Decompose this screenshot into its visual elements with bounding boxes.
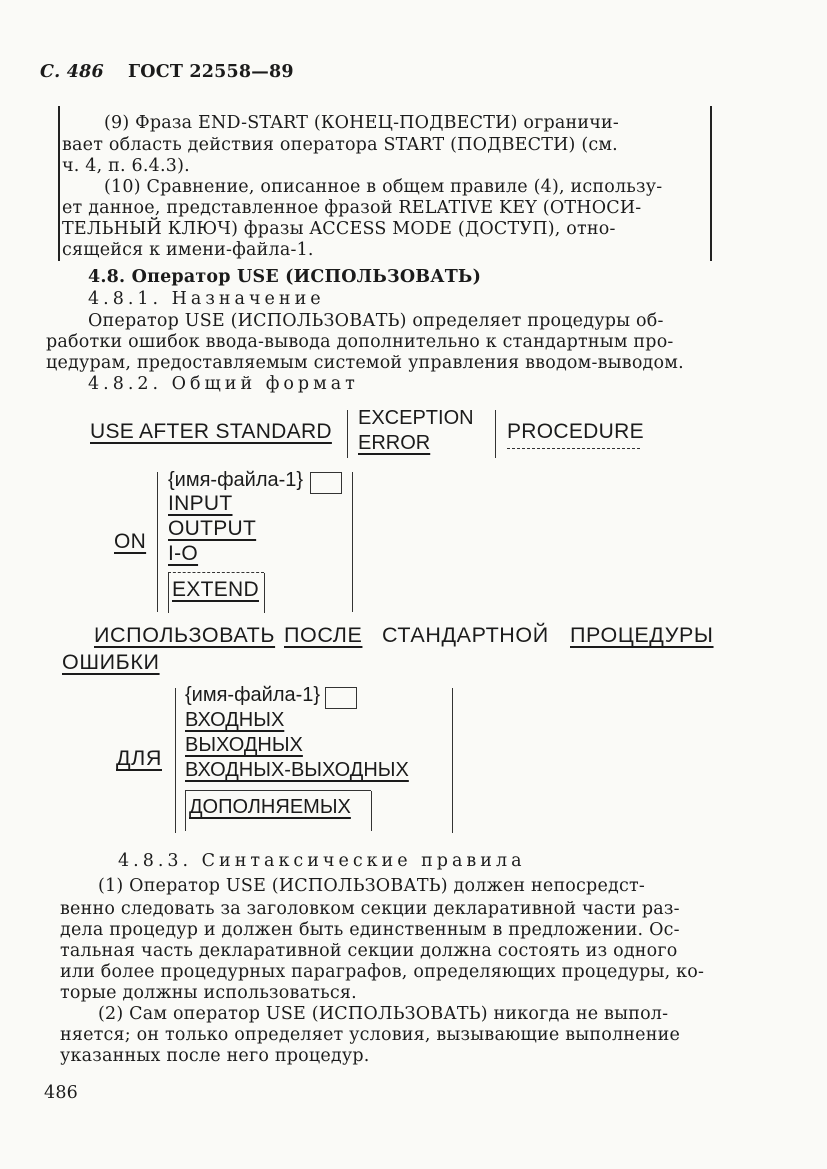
format-i-o: I-O bbox=[168, 542, 199, 565]
ru-extend-box-left bbox=[185, 791, 186, 831]
format-input: INPUT bbox=[168, 492, 233, 515]
ru-extend-top-line bbox=[185, 790, 371, 791]
format-ru-procedure: ПРОЦЕДУРЫ bbox=[570, 623, 714, 647]
rule-1-line-6: торые должны использоваться. bbox=[60, 983, 357, 1003]
ru-extend-box-right bbox=[371, 791, 372, 831]
procedure-optional-underline bbox=[507, 448, 640, 449]
standard-number: ГОСТ 22558—89 bbox=[128, 62, 294, 82]
for-brace-right bbox=[452, 688, 453, 833]
purpose-line-3: цедурам, предоставляемым системой управления вводом-выводом. bbox=[46, 353, 684, 373]
rule-2-line-1: (2) Сам оператор USE (ИСПОЛЬЗОВАТЬ) никогда не выпол- bbox=[98, 1004, 669, 1024]
note-9-line-1: (9) Фраза END-START (КОНЕЦ-ПОДВЕСТИ) ограничи- bbox=[104, 113, 619, 133]
extend-box-right bbox=[264, 573, 265, 613]
format-exception: EXCEPTION bbox=[358, 407, 474, 429]
format-ru-after: ПОСЛЕ bbox=[284, 623, 363, 647]
format-ru-file-name: {имя-файла-1} bbox=[185, 684, 321, 706]
rule-1-line-5: или более процедурных параграфов, определяющих процедуры, ко- bbox=[60, 962, 705, 982]
purpose-heading: 4.8.1. Назначение bbox=[88, 289, 325, 309]
format-heading: 4.8.2. Общий формат bbox=[88, 374, 359, 394]
format-ru-output: ВЫХОДНЫХ bbox=[185, 734, 303, 756]
on-brace-right bbox=[352, 472, 353, 612]
note-10-line-1: (10) Сравнение, описанное в общем правиле (4), использу- bbox=[104, 177, 663, 197]
format-file-name: {имя-файла-1} bbox=[168, 469, 304, 491]
format-brace-left bbox=[347, 410, 348, 458]
format-brace-right bbox=[495, 410, 496, 458]
format-ru-error: ОШИБКИ bbox=[62, 650, 160, 674]
format-ru-for: ДЛЯ bbox=[116, 746, 162, 770]
format-error: ERROR bbox=[358, 432, 431, 454]
format-use-after-standard: USE AFTER STANDARD bbox=[90, 420, 332, 443]
page-reference: С. 486 bbox=[40, 62, 104, 82]
purpose-line-2: работки ошибок ввода-вывода дополнительно к стандартным про- bbox=[46, 332, 674, 352]
rule-1-line-1: (1) Оператор USE (ИСПОЛЬЗОВАТЬ) должен непосредст- bbox=[98, 876, 645, 896]
ellipsis-box bbox=[310, 472, 342, 494]
extend-top-line bbox=[168, 572, 264, 573]
page-number: 486 bbox=[44, 1083, 79, 1103]
format-ru-extend: ДОПОЛНЯЕМЫХ bbox=[189, 796, 351, 818]
format-ru-standard: СТАНДАРТНОЙ bbox=[382, 623, 549, 647]
note-10-line-2: ет данное, представленное фразой RELATIVE KEY (ОТНОСИ- bbox=[62, 198, 642, 218]
extend-box-left bbox=[168, 573, 169, 613]
section-heading: 4.8. Оператор USE (ИСПОЛЬЗОВАТЬ) bbox=[88, 267, 482, 287]
rule-1-line-4: тальная часть декларативной секции должна состоять из одного bbox=[60, 941, 678, 961]
rule-2-line-2: няется; он только определяет условия, вызывающие выполнение bbox=[60, 1025, 681, 1045]
format-extend: EXTEND bbox=[172, 578, 259, 601]
rule-1-line-3: дела процедур и должен быть единственным в предложении. Ос- bbox=[60, 920, 680, 940]
ru-ellipsis-box bbox=[325, 687, 357, 709]
purpose-line-1: Оператор USE (ИСПОЛЬЗОВАТЬ) определяет процедуры об- bbox=[88, 311, 664, 331]
format-ru-use: ИСПОЛЬЗОВАТЬ bbox=[94, 623, 276, 647]
note-9-line-3: ч. 4, п. 6.4.3). bbox=[62, 156, 190, 176]
note-9-line-2: вает область действия оператора START (ПОДВЕСТИ) (см. bbox=[62, 135, 618, 155]
format-on: ON bbox=[114, 530, 147, 553]
format-ru-input-output: ВХОДНЫХ-ВЫХОДНЫХ bbox=[185, 759, 409, 781]
note-10-line-4: сящейся к имени-файла-1. bbox=[62, 240, 314, 260]
format-procedure: PROCEDURE bbox=[507, 420, 644, 443]
note-10-line-3: ТЕЛЬНЫЙ КЛЮЧ) фразы ACCESS MODE (ДОСТУП), отно- bbox=[62, 219, 616, 239]
format-ru-input: ВХОДНЫХ bbox=[185, 709, 285, 731]
syntax-heading: 4.8.3. Синтаксические правила bbox=[118, 851, 526, 871]
rule-2-line-3: указанных после него процедур. bbox=[60, 1046, 370, 1066]
format-output: OUTPUT bbox=[168, 517, 257, 540]
on-brace-left bbox=[157, 472, 158, 612]
rule-1-line-2: венно следовать за заголовком секции декларативной части раз- bbox=[60, 899, 680, 919]
for-brace-left bbox=[175, 688, 176, 833]
